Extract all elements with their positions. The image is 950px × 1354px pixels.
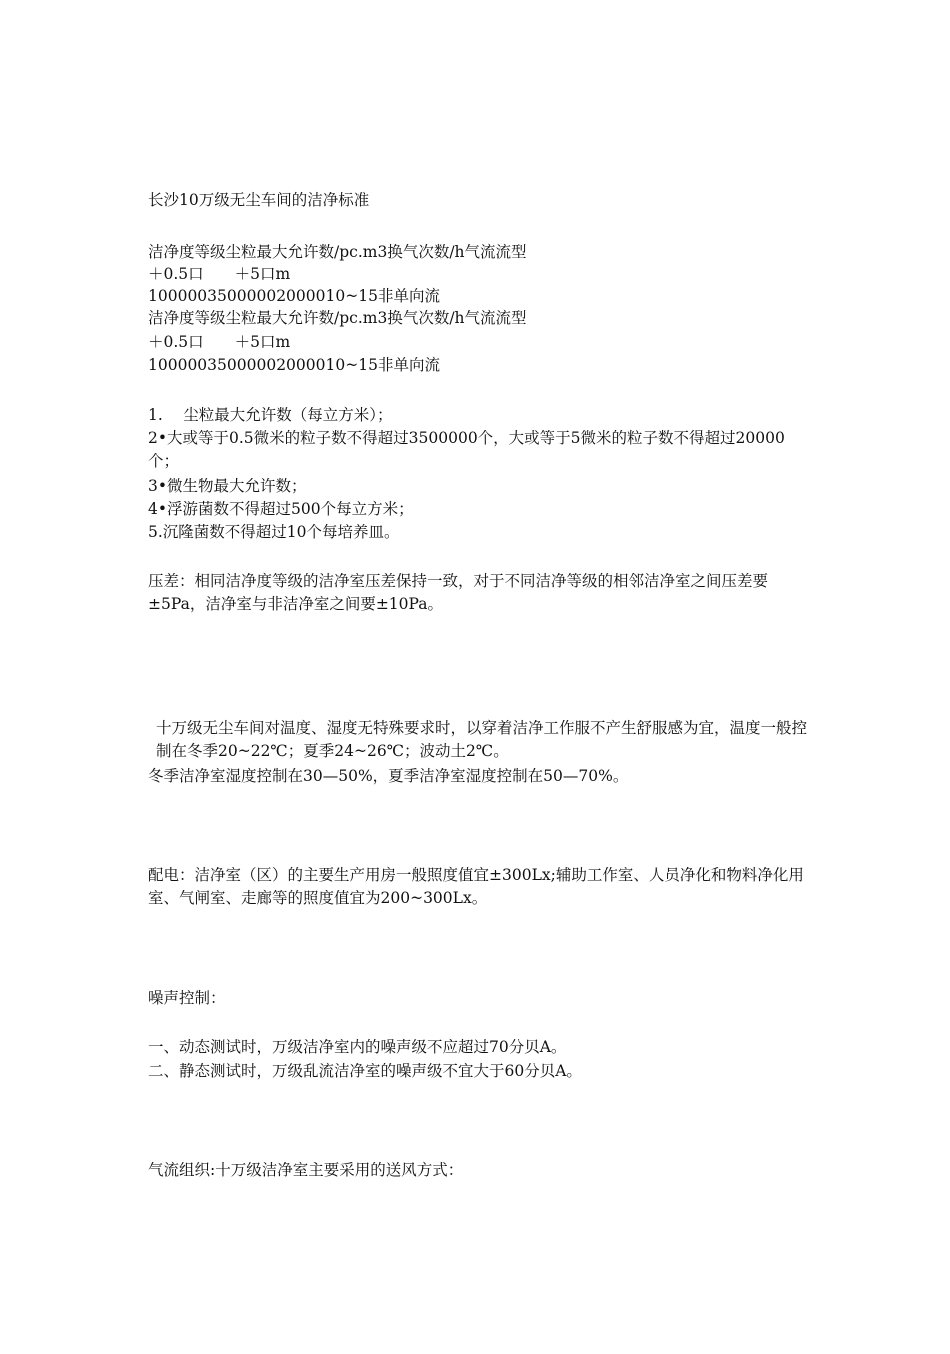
noise-heading: 噪声控制： (148, 989, 226, 1007)
list-item-2: 2•大或等于0.5微米的粒子数不得超过3500000个，大或等于5微米的粒子数不得超过20000个； (148, 429, 785, 470)
table-header-1: 洁净度等级尘粒最大允许数/pc.m3换气次数/h气流流型 (148, 243, 527, 261)
list-item-4: 4•浮游菌数不得超过500个每立方米； (148, 500, 414, 518)
lighting-paragraph: 配电：洁净室（区）的主要生产用房一般照度值宜±300Lx;辅助工作室、人员净化和物料净化用室、气闸室、走廊等的照度值宜为200~300Lx。 (148, 866, 804, 907)
list-item-5: 5.沉隆菌数不得超过10个每培养皿。 (148, 523, 400, 541)
noise-item-1: 一、动态测试时，万级洁净室内的噪声级不应超过70分贝A。 (148, 1038, 567, 1056)
table-row-2: 10000035000002000010~15非单向流 (148, 356, 440, 374)
airflow-paragraph: 气流组织:十万级洁净室主要采用的送风方式： (148, 1161, 464, 1179)
table-header-2: 洁净度等级尘粒最大允许数/pc.m3换气次数/h气流流型 (148, 309, 527, 327)
table-row-1: 10000035000002000010~15非单向流 (148, 287, 440, 305)
document-title: 长沙10万级无尘车间的洁净标准 (148, 191, 370, 209)
table-subheader-1: ＋0.5口 ＋5口m (148, 265, 291, 283)
table-subheader-2: ＋0.5口 ＋5口m (148, 333, 291, 351)
temperature-paragraph: 十万级无尘车间对温度、湿度无特殊要求时，以穿着洁净工作服不产生舒服感为宜，温度一般控制在冬季20~22℃；夏季24~26℃；波动土2℃。 (156, 719, 808, 760)
pressure-paragraph: 压差：相同洁净度等级的洁净室压差保持一致，对于不同洁净等级的相邻洁净室之间压差要±5Pa，洁净室与非洁净室之间要±10Pa。 (148, 572, 769, 613)
list-item-1: 1. 尘粒最大允许数（每立方米）； (148, 406, 393, 424)
humidity-paragraph: 冬季洁净室湿度控制在30—50%，夏季洁净室湿度控制在50—70%。 (148, 767, 629, 785)
noise-item-2: 二、静态测试时，万级乱流洁净室的噪声级不宜大于60分贝A。 (148, 1062, 582, 1080)
list-item-3: 3•微生物最大允许数； (148, 477, 307, 495)
